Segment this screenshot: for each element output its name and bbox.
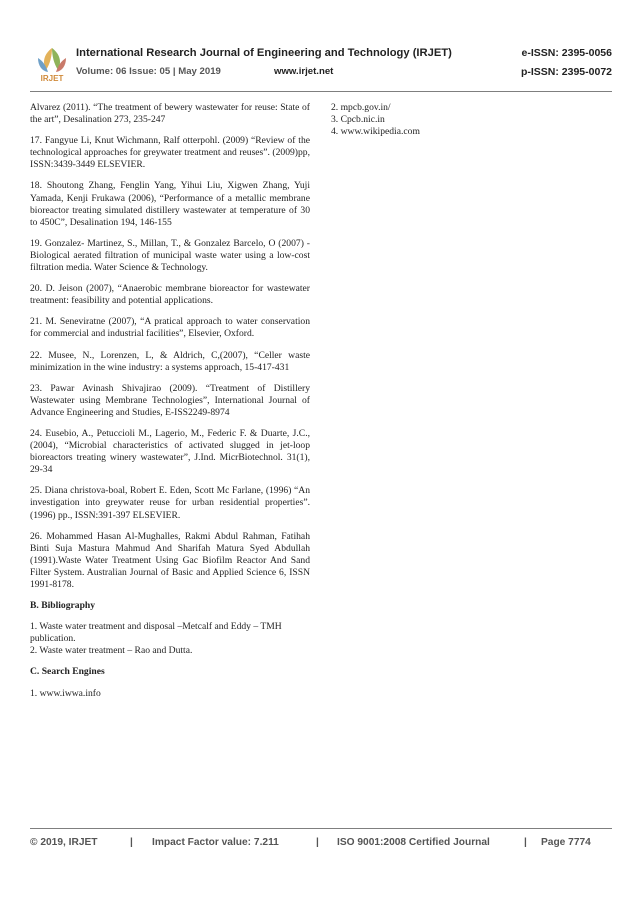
header-divider xyxy=(30,91,612,92)
bibliography-heading: B. Bibliography xyxy=(30,600,96,612)
page-header xyxy=(30,44,612,86)
reference-item: 26. Mohammed Hasan Al-Mughalles, Rakmi Abdul Rahman, Fatihah Binti Suja Mastura Mahmud And Sharifah Matura Syed Abdullah (1991).Waste Water Treatment Using Gac Biofilm Reactor And Sand Filter System. Australian Journal of Basic and Applied Science 6, ISSN 1991-8178. xyxy=(30,530,310,590)
bibliography-item: 2. Waste water treatment – Rao and Dutta. xyxy=(30,645,193,657)
bibliography-list xyxy=(30,621,310,657)
footer-separator: | xyxy=(524,837,527,848)
reference-item: 21. M. Seneviratne (2007), “A pratical approach to water conservation for commercial and industrial facilities”, Elsevier, Oxford. xyxy=(30,316,310,340)
footer-divider xyxy=(30,828,612,829)
search-engine-item[interactable]: 1. www.iwwa.info xyxy=(30,687,101,699)
reference-item: 20. D. Jeison (2007), “Anaerobic membrane bioreactor for wastewater treatment: feasibility and potential applications. xyxy=(30,283,310,307)
logo-text: IRJET xyxy=(40,74,64,83)
reference-item: 24. Eusebio, A., Petuccioli M., Lagerio, M., Federic F. & Duarte, J.C., (2004), “Microbial characteristics of activated slugged in jet-loop bioreactors treating winery wastewater”, J.Ind. MicrBiotechnol. 31(1), 29-34 xyxy=(30,427,310,476)
irjet-leaf-logo-icon xyxy=(32,44,72,84)
search-engines-heading: C. Search Engines xyxy=(30,666,105,678)
journal-title: International Research Journal of Engineering and Technology (IRJET) xyxy=(76,47,452,59)
search-engine-item[interactable]: 2. mpcb.gov.in/ xyxy=(331,102,391,113)
left-column xyxy=(30,102,310,700)
reference-item: 23. Pawar Avinash Shivajirao (2009). “Treatment of Distillery Wastewater using Membrane Technologies”, International Journal of Advance Engineering and Studies, E-ISS2249-8974 xyxy=(30,382,310,418)
website-link[interactable]: www.irjet.net xyxy=(274,66,334,77)
reference-item: 25. Diana christova-boal, Robert E. Eden, Scott Mc Farlane, (1996) “An investigation into greywater reuse for urban residential properties”. (1996) pp., ISSN:391-397 ELSEVIER. xyxy=(30,485,310,521)
footer-impact-factor: Impact Factor value: 7.211 xyxy=(152,837,279,848)
e-issn: e-ISSN: 2395-0056 xyxy=(521,47,612,59)
reference-item: 17. Fangyue Li, Knut Wichmann, Ralf otterpohl. (2009) “Review of the technological approaches for greywater treatment and reuses”. (2009)pp, ISSN:3439-3449 ELSEVIER. xyxy=(30,135,310,171)
reference-item: 19. Gonzalez- Martinez, S., Millan, T., & Gonzalez Barcelo, O (2007) - Biological aerated filtration of municipal waste water using a low-cost filtration media. Water Science & Technology. xyxy=(30,237,310,274)
reference-item: Alvarez (2011). “The treatment of bewery wastewater for reuse: State of the art”, Desalination 273, 235-247 xyxy=(30,102,310,126)
volume-issue: Volume: 06 Issue: 05 | May 2019 xyxy=(76,66,221,77)
footer-page-number: Page 7774 xyxy=(541,837,591,848)
p-issn: p-ISSN: 2395-0072 xyxy=(520,66,612,78)
reference-item: 22. Musee, N., Lorenzen, L, & Aldrich, C,(2007), “Celler waste minimization in the wine industry: a systems approach, 15-417-431 xyxy=(30,349,310,373)
footer-iso: ISO 9001:2008 Certified Journal xyxy=(337,837,490,848)
search-engine-item[interactable]: 4. www.wikipedia.com xyxy=(331,126,420,138)
footer-separator: | xyxy=(130,837,133,848)
bibliography-item: 1. Waste water treatment and disposal –Metcalf and Eddy – TMH publication. xyxy=(30,621,282,645)
footer-separator: | xyxy=(316,837,319,848)
right-column xyxy=(331,102,611,138)
search-engine-item[interactable]: 3. Cpcb.nic.in xyxy=(331,114,385,126)
footer-copyright: © 2019, IRJET xyxy=(30,837,98,848)
reference-item: 18. Shoutong Zhang, Fenglin Yang, Yihui Liu, Xigwen Zhang, Yuji Yamada, Kenji Frukawa (2006), “Performance of a metallic membrane bioreactor treating simulated distillery wastewater at temperature of 30 to 450C”, Desalination 194, 146-155 xyxy=(30,180,310,228)
